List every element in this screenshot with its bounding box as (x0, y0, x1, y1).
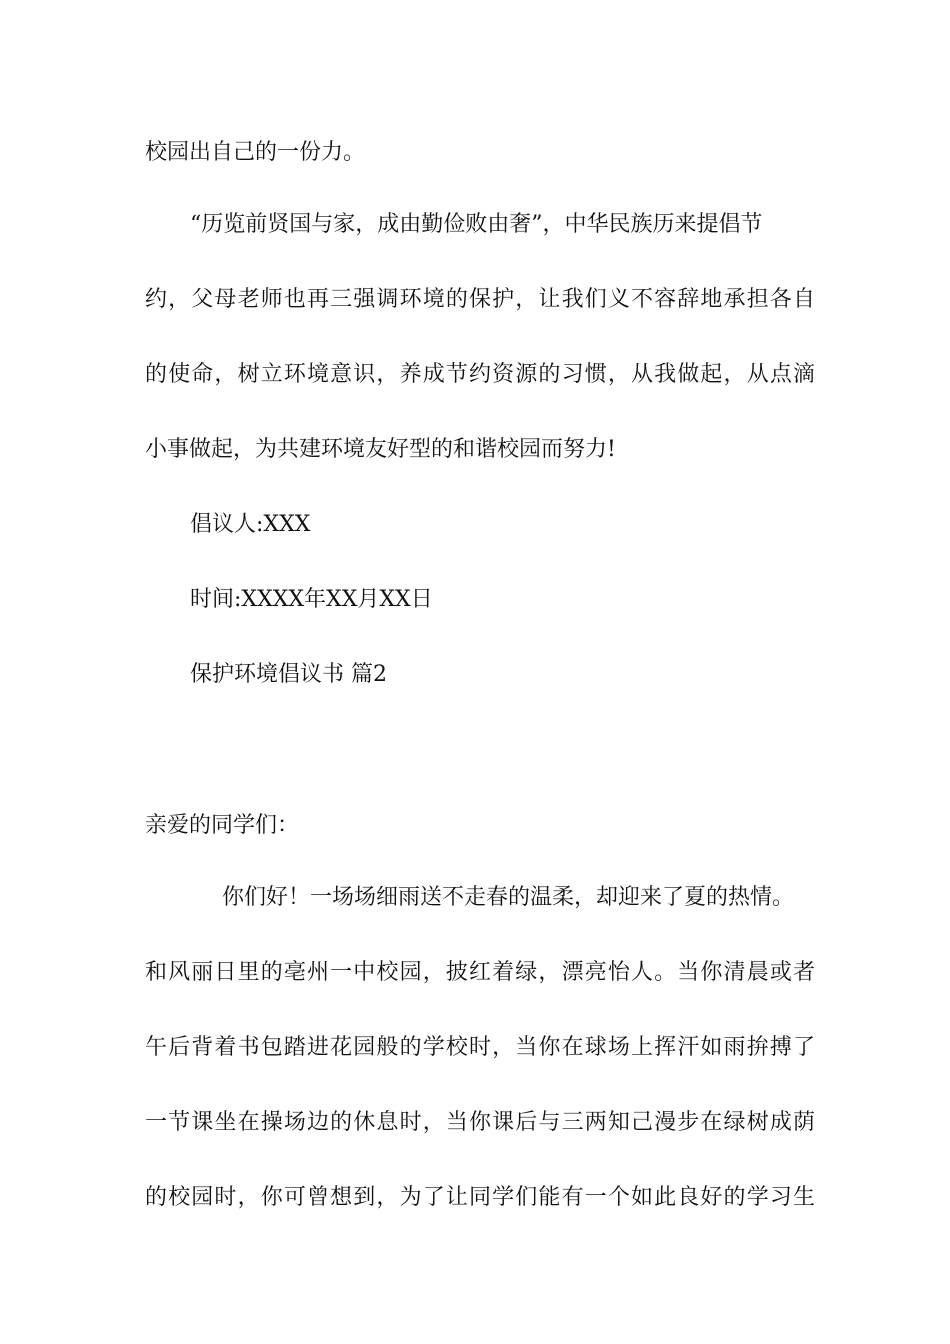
paragraph-line: 校园出自己的一份力。 (145, 140, 366, 165)
signatory-line: 倡议人:XXX (190, 512, 311, 537)
paragraph-line: 一节课坐在操场边的休息时，当你课后与三两知己漫步在绿树成荫 (145, 1110, 815, 1135)
salutation-line: 亲爱的同学们： (145, 813, 300, 838)
paragraph-line: 午后背着书包踏进花园般的学校时，当你在球场上挥汗如雨拚搏了 (145, 1035, 815, 1060)
paragraph-line: 的校园时，你可曾想到，为了让同学们能有一个如此良好的学习生 (145, 1185, 815, 1210)
paragraph-line: 约，父母老师也再三强调环境的保护，让我们义不容辞地承担各自 (145, 287, 815, 312)
paragraph-line: 的使命，树立环境意识，养成节约资源的习惯，从我做起，从点滴 (145, 362, 815, 387)
section-heading: 保护环境倡议书 篇2 (190, 662, 387, 687)
paragraph-line: 你们好！一场场细雨送不走春的温柔，却迎来了夏的热情。 (222, 885, 795, 910)
paragraph-line: “历览前贤国与家，成由勤俭败由奢”，中华民族历来提倡节 (190, 212, 763, 237)
paragraph-line: 小事做起，为共建环境友好型的和谐校园而努力! (145, 437, 616, 462)
paragraph-line: 和风丽日里的亳州一中校园，披红着绿，漂亮怡人。当你清晨或者 (145, 960, 815, 985)
date-line: 时间:XXXX年XX月XX日 (190, 587, 433, 612)
